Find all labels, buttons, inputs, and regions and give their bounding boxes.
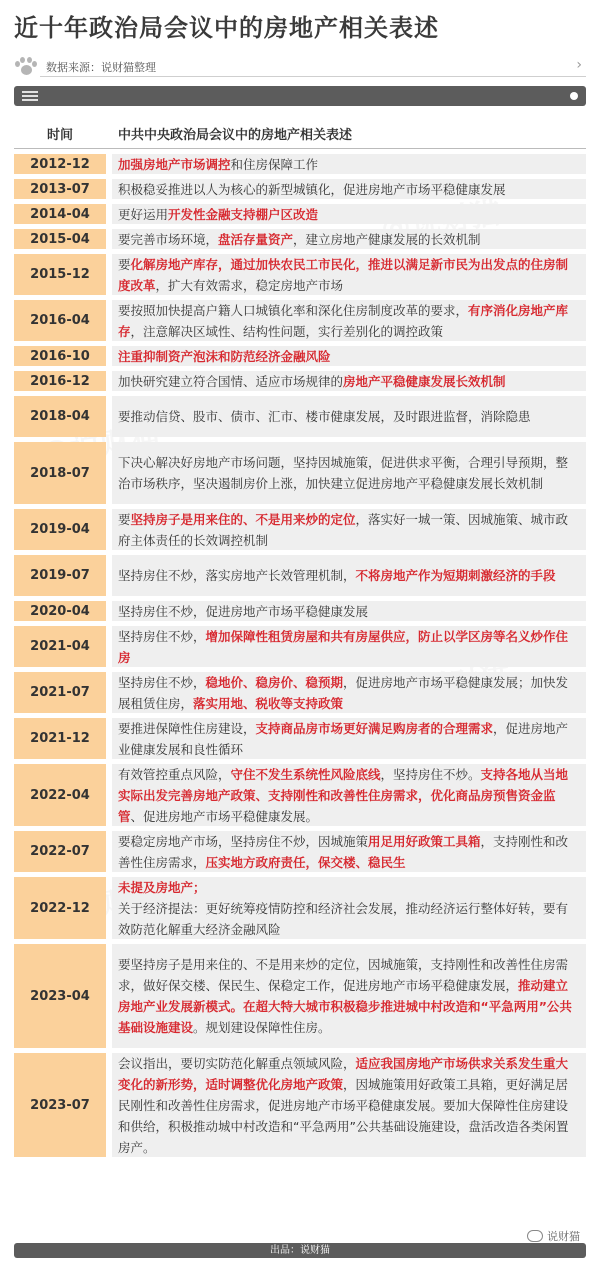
highlight-text: 稳地价、稳房价、稳预期: [205, 674, 344, 690]
description-text: 关于经济提法：更好统筹疫情防控和经济社会发展，推动经济运行整体好转，要有效防范化解重大经济金融风险: [118, 900, 569, 937]
wechat-icon: [527, 1230, 543, 1242]
description-text: 下决心解决好房地产市场问题，坚持因城施策，促进供求平衡，合理引导预期，整治市场秩序，坚决遏制房价上涨，加快建立促进房地产平稳健康发展长效机制: [118, 455, 569, 491]
highlight-text: 用足用好政策工具箱: [368, 833, 481, 849]
table-row: [14, 442, 586, 504]
description-text: ，支持刚性和改善性住房需求，: [118, 833, 569, 870]
row-date: 2014-04: [14, 204, 106, 224]
row-description: [112, 346, 586, 366]
table-row: [14, 346, 586, 366]
table-row: [14, 626, 586, 667]
table-row: [14, 154, 586, 174]
description-text: 坚持房住不炒，促进房地产市场平稳健康发展: [118, 603, 369, 619]
row-date: 2023-04: [14, 944, 106, 1048]
column-header-desc: 中共中央政治局会议中的房地产相关表述: [118, 128, 353, 143]
row-description: [112, 601, 586, 621]
row-date: 2018-07: [14, 442, 106, 504]
description-text: 积极稳妥推进以人为核心的新型城镇化，促进房地产市场平稳健康发展: [118, 181, 506, 197]
table-row: [14, 764, 586, 826]
highlight-text: 推动建立房地产业发展新模式。在超大特大城市积极稳步推进城中村改造和“平急两用”公共基础设施建设: [118, 978, 572, 1035]
description-text: ，促进房地产市场平稳健康发展；加快发展租赁住房，: [118, 674, 569, 711]
table-row: [14, 509, 586, 550]
row-date: 2016-12: [14, 371, 106, 391]
highlight-text: 加强房地产市场调控: [118, 156, 231, 172]
table-row: [14, 601, 586, 621]
description-text: 要: [118, 511, 131, 527]
row-description: [112, 831, 586, 872]
wechat-label: 说财猫: [547, 1230, 580, 1243]
data-source: 数据来源：说财猫整理: [46, 61, 156, 74]
chevron-right-icon: ›: [576, 57, 582, 73]
table-row: [14, 944, 586, 1048]
description-text: ，促进房地产业健康发展和良性循环: [118, 720, 569, 757]
row-date: 2016-10: [14, 346, 106, 366]
highlight-text: 增加保障性租赁房屋和共有房屋供应，防止以学区房等名义炒作住房: [118, 628, 569, 665]
row-date: 2016-04: [14, 300, 106, 341]
highlight-text: 落实用地、税收等支持政策: [193, 695, 344, 711]
table-row: [14, 877, 586, 939]
highlight-text: 支持商品房市场更好满足购房者的合理需求: [255, 720, 494, 736]
header-bar: [14, 86, 586, 106]
description-text: ，扩大有效需求，稳定房地产市场: [155, 277, 344, 293]
row-date: 2019-04: [14, 509, 106, 550]
table-row: [14, 229, 586, 249]
description-text: 要按照加快提高户籍人口城镇化率和深化住房制度改革的要求，: [118, 302, 469, 318]
description-text: 坚持房住不炒，落实房地产长效管理机制，: [118, 568, 356, 583]
row-description: [112, 229, 586, 249]
description-text: ，落实好一城一策、因城施策、城市政府主体责任的长效调控机制: [118, 511, 569, 548]
table-row: [14, 300, 586, 341]
description-text: 有效管控重点风险，: [118, 766, 231, 782]
row-description: [112, 371, 586, 391]
row-description: [112, 179, 586, 199]
row-description: [112, 154, 586, 174]
menu-icon: [22, 91, 38, 101]
row-description: [112, 555, 586, 596]
dot-icon: [570, 92, 578, 100]
highlight-text: 房地产平稳健康发展长效机制: [343, 373, 506, 389]
description-text: 、促进房地产市场平稳健康发展。: [130, 808, 319, 824]
highlight-text: 未提及房地产；: [118, 879, 206, 895]
row-description: [112, 300, 586, 341]
description-text: 和住房保障工作: [230, 156, 319, 172]
row-description: [112, 204, 586, 224]
row-date: 2019-07: [14, 555, 106, 596]
highlight-text: 支持各地从当地实际出发完善房地产政策、支持刚性和改善性住房需求，优化商品房预售资金监管: [118, 766, 569, 824]
description-text: 要: [118, 256, 131, 272]
table-row: [14, 204, 586, 224]
row-date: 2020-04: [14, 601, 106, 621]
description-text: 坚持房住不炒，: [118, 674, 206, 690]
highlight-text: 化解房地产库存，通过加快农民工市民化，推进以满足新市民为出发点的住房制度改革: [118, 256, 569, 293]
row-date: 2021-12: [14, 718, 106, 759]
row-date: 2022-04: [14, 764, 106, 826]
row-description: [112, 718, 586, 759]
highlight-text: 守住不发生系统性风险底线: [230, 766, 381, 782]
highlight-text: 注重抑制资产泡沫和防范经济金融风险: [118, 348, 331, 364]
description-text: 要稳定房地产市场，坚持房住不炒，因城施策: [118, 833, 369, 849]
description-text: 要推进保障性住房建设，: [118, 720, 256, 736]
statement-table: [14, 154, 586, 1162]
description-text: 。规划建设保障性住房。: [193, 1020, 331, 1035]
table-row: [14, 672, 586, 713]
paw-icon: [14, 57, 38, 77]
table-row: [14, 555, 586, 596]
footer-bar: 出品：说财猫: [14, 1243, 586, 1258]
row-description: [112, 1053, 586, 1157]
highlight-text: 开发性金融支持棚户区改造: [168, 206, 319, 222]
description-text: ，建立房地产健康发展的长效机制: [293, 231, 481, 247]
highlight-text: 有序消化房地产库存: [118, 302, 569, 339]
highlight-text: 坚持房子是用来住的、不是用来炒的定位: [130, 511, 356, 527]
row-description: [112, 672, 586, 713]
row-date: 2023-07: [14, 1053, 106, 1157]
description-text: 坚持房住不炒，: [118, 628, 206, 644]
row-description: [112, 764, 586, 826]
row-description: [112, 254, 586, 295]
description-text: ，注意解决区域性、结构性问题，实行差别化的调控政策: [130, 323, 444, 339]
page-title: 近十年政治局会议中的房地产相关表述: [14, 14, 439, 42]
row-description: [112, 442, 586, 504]
row-date: 2013-07: [14, 179, 106, 199]
highlight-text: 不将房地产作为短期刺激经济的手段: [355, 568, 556, 583]
row-date: 2018-04: [14, 396, 106, 437]
description-text: ，因城施策用好政策工具箱，更好满足居民刚性和改善性住房需求，促进房地产市场平稳健康发展。要加大保障性住房建设和供给，积极推动城中村改造和“平急两用”公共基础设施建设，盘活改造各类闲置房产。: [118, 1076, 569, 1155]
table-row: [14, 371, 586, 391]
table-row: [14, 718, 586, 759]
highlight-text: 盘活存量资产: [218, 231, 294, 247]
divider: [14, 148, 586, 149]
description-text: 要推动信贷、股市、债市、汇市、楼市健康发展，及时跟进监督，消除隐患: [118, 409, 531, 424]
description-text: 会议指出，要切实防范化解重点领域风险，: [118, 1055, 356, 1071]
row-description: [112, 944, 586, 1048]
row-description: [112, 396, 586, 437]
source-row: [14, 57, 586, 77]
table-row: [14, 396, 586, 437]
table-row: [14, 179, 586, 199]
divider: [40, 76, 586, 77]
row-date: 2022-12: [14, 877, 106, 939]
table-row: [14, 1053, 586, 1157]
row-description: [112, 509, 586, 550]
row-date: 2021-04: [14, 626, 106, 667]
description-text: 更好运用: [118, 206, 169, 222]
description-text: 加快研究建立符合国情、适应市场规律的: [118, 373, 344, 389]
table-row: [14, 254, 586, 295]
wechat-watermark: [527, 1228, 580, 1244]
row-description: [112, 626, 586, 667]
highlight-text: 适应我国房地产市场供求关系发生重大变化的新形势，适时调整优化房地产政策: [118, 1055, 569, 1092]
description-text: 要完善市场环境，: [118, 231, 219, 247]
row-date: 2015-04: [14, 229, 106, 249]
row-date: 2022-07: [14, 831, 106, 872]
row-date: 2021-07: [14, 672, 106, 713]
highlight-text: 压实地方政府责任，保交楼、稳民生: [205, 854, 406, 870]
column-header-time: 时间: [46, 128, 73, 143]
description-text: ，坚持房住不炒。: [380, 766, 481, 782]
row-date: 2012-12: [14, 154, 106, 174]
description-text: 要坚持房子是用来住的、不是用来炒的定位，因城施策，支持刚性和改善性住房需求，做好保交楼、保民生、保稳定工作，促进房地产市场平稳健康发展，: [118, 957, 569, 993]
row-description: [112, 877, 586, 939]
row-date: 2015-12: [14, 254, 106, 295]
table-row: [14, 831, 586, 872]
